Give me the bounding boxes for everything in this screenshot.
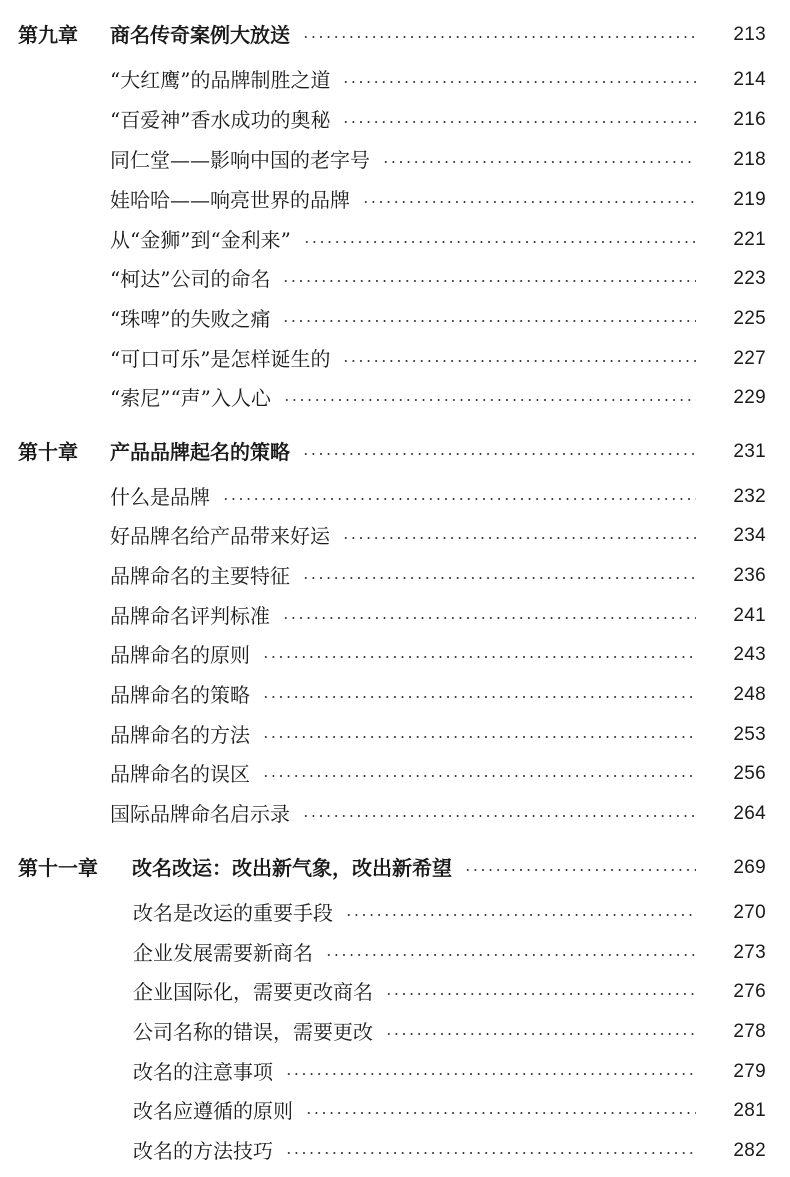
page-number: 225: [733, 308, 766, 329]
page-number: 264: [733, 803, 766, 824]
entry-title: 什么是品牌: [110, 485, 210, 509]
toc-entry[interactable]: [0, 1052, 790, 1092]
entry-title: 公司名称的错误，需要更改: [133, 1020, 373, 1044]
entry-title: 企业国际化，需要更改商名: [133, 980, 373, 1004]
entry-title: 改名应遵循的原则: [133, 1099, 293, 1123]
toc-entry[interactable]: [0, 972, 790, 1012]
toc-chapter-10[interactable]: [0, 432, 790, 472]
page-number: 282: [733, 1140, 766, 1161]
page-number: 248: [733, 684, 766, 705]
entry-title: 改名的方法技巧: [133, 1139, 273, 1163]
page-number: 223: [733, 268, 766, 289]
page-number: 216: [733, 109, 766, 130]
page-number: 213: [733, 24, 766, 45]
dot-leader: [342, 121, 696, 123]
dot-leader: [262, 736, 696, 738]
page-number: 231: [733, 441, 766, 462]
chapter-heading: [0, 432, 290, 472]
page-number: 214: [733, 69, 766, 90]
dot-leader: [342, 537, 696, 539]
toc-entry[interactable]: [0, 596, 790, 636]
entry-title: 品牌命名的方法: [110, 723, 250, 747]
page-number: 273: [733, 942, 766, 963]
entry-title: 娃哈哈——响亮世界的品牌: [110, 188, 350, 212]
toc-entry[interactable]: [0, 933, 790, 973]
chapter-number: 第十一章: [18, 856, 98, 880]
entry-title: “大红鹰”的品牌制胜之道: [110, 68, 331, 92]
page-number: 270: [733, 902, 766, 923]
dot-leader: [262, 656, 696, 658]
dot-leader: [302, 36, 696, 38]
entry-title: 品牌命名的策略: [110, 683, 250, 707]
entry-title: 国际品牌命名启示录: [110, 802, 290, 826]
dot-leader: [282, 617, 696, 619]
page-number: 229: [733, 387, 766, 408]
page-number: 218: [733, 149, 766, 170]
toc-entry[interactable]: [0, 339, 790, 379]
toc-entry[interactable]: [0, 299, 790, 339]
dot-leader: [382, 161, 696, 163]
entry-title: 企业发展需要新商名: [133, 941, 313, 965]
entry-title: “柯达”公司的命名: [110, 267, 271, 291]
chapter-title: 产品品牌起名的策略: [110, 440, 290, 464]
toc-entry[interactable]: [0, 60, 790, 100]
toc-entry[interactable]: [0, 635, 790, 675]
page-number: 221: [733, 229, 766, 250]
entry-title: 品牌命名评判标准: [110, 604, 270, 628]
toc-entry[interactable]: [0, 715, 790, 755]
chapter-title: 改名改运：改出新气象，改出新希望: [132, 856, 452, 880]
toc-entry[interactable]: [0, 893, 790, 933]
dot-leader: [283, 399, 696, 401]
toc-entry[interactable]: [0, 1091, 790, 1131]
page-number: 269: [733, 857, 766, 878]
entry-title: “珠啤”的失败之痛: [110, 307, 271, 331]
entry-title: 品牌命名的主要特征: [110, 564, 290, 588]
dot-leader: [325, 954, 696, 956]
chapter-heading: [0, 848, 452, 888]
page-number: 279: [733, 1061, 766, 1082]
page-number: 219: [733, 189, 766, 210]
page-number: 281: [733, 1100, 766, 1121]
entry-title: 从“金狮”到“金利来”: [110, 228, 291, 252]
entry-title: 改名是改运的重要手段: [133, 901, 333, 925]
dot-leader: [262, 696, 696, 698]
chapter-heading: [0, 15, 290, 55]
dot-leader: [345, 914, 696, 916]
entry-title: 品牌命名的原则: [110, 643, 250, 667]
toc-entry[interactable]: [0, 754, 790, 794]
toc-entry[interactable]: [0, 477, 790, 517]
dot-leader: [362, 201, 696, 203]
dot-leader: [302, 815, 696, 817]
page-number: 241: [733, 605, 766, 626]
toc-entry[interactable]: [0, 100, 790, 140]
entry-title: 同仁堂——影响中国的老字号: [110, 148, 370, 172]
toc-entry[interactable]: [0, 220, 790, 260]
entry-title: “可口可乐”是怎样诞生的: [110, 347, 331, 371]
toc-chapter-11[interactable]: [0, 848, 790, 888]
entry-title: 好品牌名给产品带来好运: [110, 524, 330, 548]
dot-leader: [262, 775, 696, 777]
toc-entry[interactable]: [0, 1131, 790, 1171]
dot-leader: [385, 1033, 696, 1035]
toc-entry[interactable]: [0, 794, 790, 834]
page-number: 236: [733, 565, 766, 586]
page-number: 256: [733, 763, 766, 784]
page-number: 227: [733, 348, 766, 369]
dot-leader: [282, 320, 696, 322]
dot-leader: [222, 498, 696, 500]
chapter-title: 商名传奇案例大放送: [110, 23, 290, 47]
dot-leader: [302, 453, 696, 455]
entry-title: 改名的注意事项: [133, 1060, 273, 1084]
dot-leader: [302, 577, 696, 579]
page-number: 276: [733, 981, 766, 1002]
toc-entry[interactable]: [0, 140, 790, 180]
toc-entry[interactable]: [0, 556, 790, 596]
dot-leader: [464, 869, 696, 871]
dot-leader: [285, 1152, 696, 1154]
dot-leader: [282, 280, 696, 282]
toc-entry[interactable]: [0, 378, 790, 418]
page-number: 243: [733, 644, 766, 665]
dot-leader: [305, 1112, 696, 1114]
dot-leader: [342, 81, 696, 83]
dot-leader: [385, 993, 696, 995]
dot-leader: [285, 1073, 696, 1075]
toc-entry[interactable]: [0, 516, 790, 556]
toc-entry[interactable]: [0, 180, 790, 220]
entry-title: “索尼”“声”入人心: [110, 386, 271, 410]
dot-leader: [303, 241, 696, 243]
entry-title: 品牌命名的误区: [110, 762, 250, 786]
toc-chapter-9[interactable]: [0, 15, 790, 55]
toc-entry[interactable]: [0, 259, 790, 299]
toc-entry[interactable]: [0, 1012, 790, 1052]
page-number: 232: [733, 486, 766, 507]
entry-title: “百爱神”香水成功的奥秘: [110, 108, 331, 132]
toc-entry[interactable]: [0, 675, 790, 715]
page-number: 253: [733, 724, 766, 745]
page-number: 278: [733, 1021, 766, 1042]
chapter-number: 第九章: [18, 23, 78, 47]
dot-leader: [342, 360, 696, 362]
page-number: 234: [733, 525, 766, 546]
chapter-number: 第十章: [18, 440, 78, 464]
